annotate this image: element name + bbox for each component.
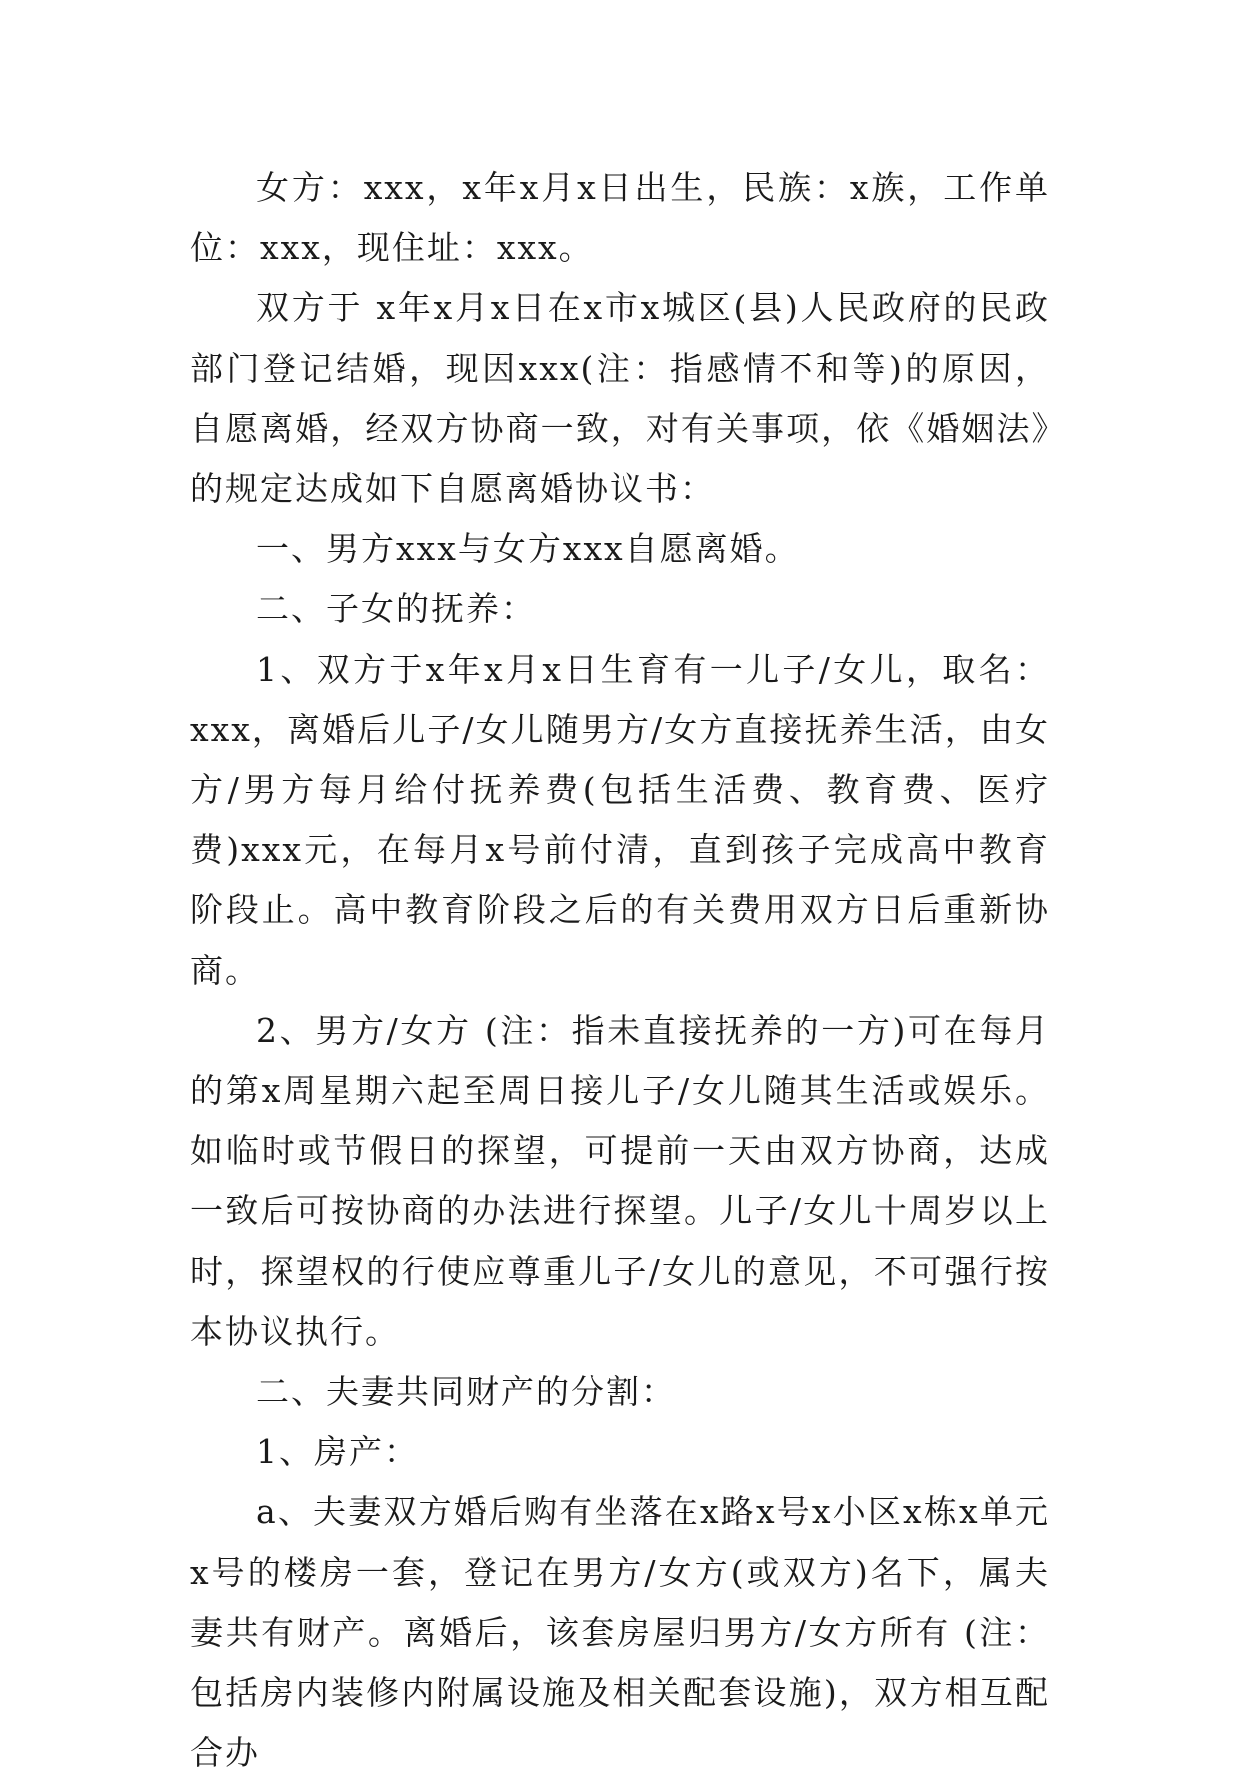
paragraph-child-visitation-2: 2、男方/女方 (注：指未直接抚养的一方)可在每月的第x周星期六起至周日接儿子/女儿随其生活或娱乐。如临时或节假日的探望，可提前一天由双方协商，达成一致后可按协商的办法进行探望。儿子/女儿十周岁以上时，探望权的行使应尊重儿子/女儿的意见，不可强行按本协议执行。 bbox=[190, 1010, 1050, 1351]
paragraph-real-estate-a: a、夫妻双方婚后购有坐落在x路x号x小区x栋x单元x号的楼房一套，登记在男方/女方(或双方)名下，属夫妻共有财产。离婚后，该套房屋归男方/女方所有 (注：包括房内装修内附属设施及相关配套设施)，双方相互配合办 bbox=[190, 1492, 1050, 1773]
paragraph-heading-child-support: 二、子女的抚养： bbox=[256, 589, 536, 629]
paragraph-child-support-1: 1、双方于x年x月x日生育有一儿子/女儿，取名：xxx，离婚后儿子/女儿随男方/女方直接抚养生活，由女方/男方每月给付抚养费(包括生活费、教育费、医疗费)xxx元，在每月x号前付清，直到孩子完成高中教育阶段止。高中教育阶段之后的有关费用双方日后重新协商。 bbox=[190, 649, 1050, 990]
paragraph-marriage-registration: 双方于 x年x月x日在x市x城区(县)人民政府的民政部门登记结婚，现因xxx(注：指感情不和等)的原因，自愿离婚，经双方协商一致，对有关事项，依《婚姻法》的规定达成如下自愿离婚协议书： bbox=[190, 288, 1050, 509]
paragraph-heading-property-division: 二、夫妻共同财产的分割： bbox=[256, 1372, 676, 1412]
paragraph-heading-real-estate: 1、房产： bbox=[256, 1432, 419, 1472]
paragraph-clause-divorce: 一、男方xxx与女方xxx自愿离婚。 bbox=[256, 529, 800, 569]
paragraph-female-party-info: 女方：xxx，x年x月x日出生，民族：x族，工作单位：xxx，现住址：xxx。 bbox=[190, 168, 1050, 268]
document-body bbox=[190, 158, 1050, 1783]
